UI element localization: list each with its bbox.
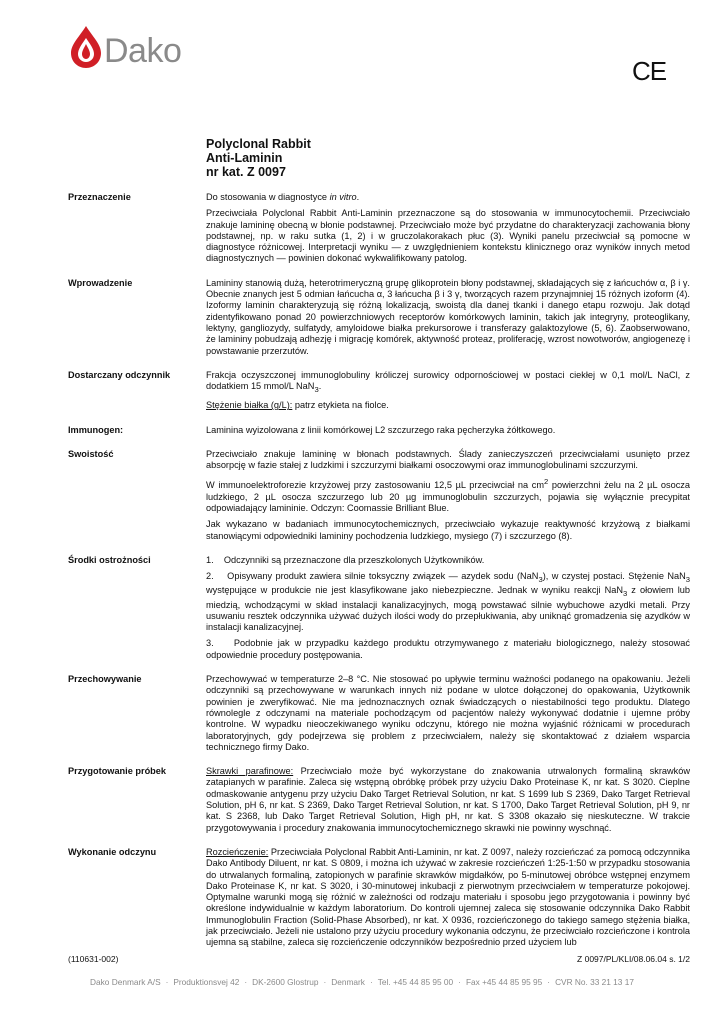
section-label: Wykonanie odczynu	[68, 846, 157, 857]
section-body	[206, 449, 690, 542]
section-przygotowanie-probek	[68, 766, 690, 834]
separator: ·	[458, 977, 461, 987]
company-name: Dako Denmark A/S	[90, 977, 161, 987]
section-wprowadzenie	[68, 278, 690, 357]
section-dostarczany-odczynnik	[68, 370, 690, 412]
product-title	[206, 137, 311, 179]
separator: ·	[323, 977, 327, 987]
paragraph: Skrawki parafinowe: Przeciwciało może być wykorzystane do znakowania utrwalonych formaliną skrawków zatapianych w parafinie. Zaleca się wstępną obróbkę próbek przy użyciu Dako Proteinase K, nr kat. S 3020. Cieplne odmaskowanie antygenu przy użyciu Dako Target Retrieval Solution, nr kat. S 1699 lub S 2369, Dako Target Retrieval Solution, pH 6, nr kat. S 2369, Dako Target Retrieval Solution, nr kat. S 1700, Dako Target Retrieval Solution, pH 9, nr kat. S 2368, lub Dako Target Retrieval Solution, High pH, nr kat. S 3308 okazało się nieskuteczne. W trakcie przygotowywania i procedury znakowania immunocytochemicznego skrawki nie powinny wyschnąć.	[206, 766, 691, 833]
section-label: Przygotowanie próbek	[68, 766, 167, 777]
section-label: Środki ostrożności	[68, 555, 151, 566]
section-body	[206, 278, 690, 357]
page-reference: Z 0097/PL/KLI/08.06.04 s. 1/2	[577, 954, 690, 964]
section-immunogen	[68, 425, 690, 436]
paragraph: W immunoelektroforezie krzyżowej przy zastosowaniu 12,5 µL przeciwciał na $cm^2$ powierzchni żelu na 2 µL osocza ludzkiego, 2 µL osocza szczurzego lub 20 µg immunoglobulin szczurzych, pojawia się wyłącznie precypitat odpowiadający lamininie. Odczyn: Coomassie Brilliant Blue.	[206, 477, 690, 514]
separator: ·	[547, 977, 551, 987]
document-body	[68, 192, 693, 962]
separator: ·	[369, 977, 373, 987]
section-srodki-ostroznosci	[68, 555, 693, 661]
section-label: Immunogen:	[68, 424, 124, 435]
dako-wordmark: Dako	[104, 32, 182, 70]
separator: ·	[244, 977, 248, 987]
section-body	[206, 674, 690, 753]
section-wykonanie-odczynu	[68, 847, 690, 949]
paragraph: Frakcja oczyszczonej immunoglobuliny króliczej surowicy odpornościowej w postaci ciekłej w 0,1 mol/L NaCl, z dodatkiem 15 mmol/L NaN$_3$.	[206, 369, 690, 394]
section-body	[206, 425, 690, 436]
paragraph: Stężenie białka (g/L): patrz etykieta na fiolce.	[206, 400, 389, 411]
paragraph: 2. Opisywany produkt zawiera silnie toksyczny związek — azydek sodu (NaN$_3$), w czystej postaci. Stężenie NaN$_3$ występujące w produkcie nie jest klasyfikowane jako niebezpieczne. Jednak w wyniku reakcji NaN$_3$ z ołowiem lub miedzią, wchodzącymi w skład instalacji kanalizacyjnych, mogą powstawać silnie wybuchowe azydki metali. Przy usuwaniu resztek odczynnika używać dużych ilości wody do przepłukiwania, aby uniknąć gromadzenia się azydków w instalacji kanalizacyjnej.	[206, 571, 693, 633]
section-body	[206, 766, 690, 834]
paragraph: Przeciwciała Polyclonal Rabbit Anti-Laminin przeznaczone są do stosowania w immunocytochemii. Przeciwciało znakuje lamininę obecną w błonie podstawnej. Przeciwciało może być przydatne do charakteryzacji zachowania błony podstawnej, np. w raku sutka (1, 2) i w gruczolakorakach płuc (3). Wyniki panelu przeciwciał są pomocne w diagnostyce różnicowej. Interpretacji wyniku — z uwzględnieniem kontekstu klinicznego oraz wyników innych metod diagnostycznych — powinien dokonać wykwalifikowany patolog.	[206, 208, 690, 264]
separator: ·	[165, 977, 169, 987]
company-address	[0, 977, 724, 987]
ce-mark: CE	[632, 56, 667, 86]
section-label: Przeznaczenie	[68, 192, 131, 202]
telephone: Tel. +45 44 85 95 00	[377, 977, 454, 987]
paragraph: Przeciwciało znakuje lamininę w błonach podstawnych. Ślady zanieczyszczeń przeciwciałami usunięto przez absorpcję w fazie stałej z ludzkimi i szczurzymi białkami osoczowymi oraz immunoglobulinami szczurzymi.	[206, 448, 690, 471]
dako-drop-icon	[68, 24, 104, 70]
section-swoistosc	[68, 449, 690, 542]
paragraph: Przechowywać w temperaturze 2–8 °C. Nie stosować po upływie terminu ważności podanego na opakowaniu. Jeżeli odczynniki są przechowywane w warunkach innych niż podane w ulotce dołączonej do opakowania, Użytkownik powinien je zweryfikować. Nie ma jednoznacznych oznak świadczących o niestabilności tego produktu. Dlatego równolegle z odczynami na materiale pochodzącym od pacjentów należy wykonywać dodatnie i ujemne próby kontrolne. W wypadku nieoczekiwanego wyniku odczynu, którego nie można wyjaśnić różnicami w procedurach laboratoryjnych, gdy podejrzewa się problem z przeciwciałem, należy się skontaktować z działem wsparcia technicznego firmy Dako.	[206, 674, 690, 752]
title-line-3: nr kat. Z 0097	[206, 165, 286, 179]
city: DK-2600 Glostrup	[252, 977, 319, 987]
paragraph: 1. Odczynniki są przeznaczone dla przeszkolonych Użytkowników.	[206, 555, 485, 566]
cvr-number: CVR No. 33 21 13 17	[555, 977, 634, 987]
paragraph: Laminina wyizolowana z linii komórkowej L2 szczurzego raka pęcherzyka żółtkowego.	[206, 424, 556, 435]
title-line-2: Anti-Laminin	[206, 151, 283, 165]
country: Denmark	[331, 977, 365, 987]
paragraph: Lamininy stanowią dużą, heterotrimeryczną grupę glikoprotein błony podstawnej, składających się z łańcuchów α, β i γ. Obecnie znanych jest 5 odmian łańcucha α, 3 łańcucha β i 3 γ, tworzących razem przynajmniej 15 różnych izoform (4). Izoformy laminin charakteryzują się różną lokalizacją, swoistą dla danej tkanki i danego etapu rozwoju. Jak dotąd zidentyfikowano ponad 20 powierzchniowych receptorów komórkowych laminin, takich jak integryny, proteoglikany, lektyny, gangliozydy, sulfatydy, amyloidowe białka prekursorowe i transferazy galaktozylowe (5, 6). Zaobserwowano, że lamininy pobudzają adhezję i migrację komórek, aktywność proteaz, proliferację, wzrost nowotworów, angiogenezę i powstawanie przerzutów.	[206, 277, 690, 356]
street: Produktionsvej 42	[173, 977, 240, 987]
document-code: (110631-002)	[68, 954, 119, 964]
dako-logo	[68, 24, 182, 78]
title-line-1: Polyclonal Rabbit	[206, 137, 311, 151]
paragraph: Rozcieńczenie: Przeciwciała Polyclonal Rabbit Anti-Laminin, nr kat. Z 0097, należy rozcieńczać za pomocą odczynnika Dako Antibody Diluent, nr kat. S 0809, i można ich używać w zakresie rozcieńczeń 1:25-1:50 w przypadku stosowania do utrwalanych formaliną, zatopionych w parafinie skrawków migdałków, po 5-minutowej obróbce wstępnej enzymem Dako Proteinase K, nr kat. S 3020, i 30-minutowej inkubacji z pierwotnym przeciwciałem w temperaturze pokojowej. Optymalne warunki mogą się różnić w zależności od rodzaju materiału i sposobu jego przygotowania i powinny być określone indywidualnie w każdym laboratorium. Do kontroli ujemnej zaleca się stosowanie odczynnika Dako Rabbit Immunoglobulin Fraction (Solid-Phase Absorbed), nr kat. X 0936, rozcieńczonego do takiego samego stężenia białka, jak przeciwciało. Jeżeli nie ustalono przy użyciu procedury wykonania odczynu, że przeciwciało rozcieńczone i kontrola ujemna są stabilne, zaleca się rozcieńczenie odczynników bezpośrednio przed użyciem lub	[206, 846, 690, 948]
section-body	[206, 192, 690, 265]
paragraph: Jak wykazano w badaniach immunocytochemicznych, przeciwciało wykazuje reaktywność krzyżową z białkami stanowiącymi odpowiedniki lamininy pochodzenia ludzkiego, mysiego (7) i szczurzego (8).	[206, 519, 690, 541]
section-przechowywanie	[68, 674, 690, 753]
section-label: Swoistość	[68, 448, 114, 459]
paragraph: Do stosowania w diagnostyce in vitro.	[206, 192, 360, 202]
paragraph: 3. Podobnie jak w przypadku każdego produktu otrzymywanego z materiału biologicznego, należy stosować odpowiednie procedury postępowania.	[206, 638, 693, 660]
section-label: Wprowadzenie	[68, 277, 133, 288]
section-body	[206, 370, 690, 412]
section-przeznaczenie	[68, 192, 690, 265]
fax: Fax +45 44 85 95 95	[465, 977, 543, 987]
section-body	[206, 555, 693, 661]
section-label: Dostarczany odczynnik	[68, 369, 171, 380]
section-label: Przechowywanie	[68, 674, 142, 685]
section-body	[206, 847, 690, 949]
